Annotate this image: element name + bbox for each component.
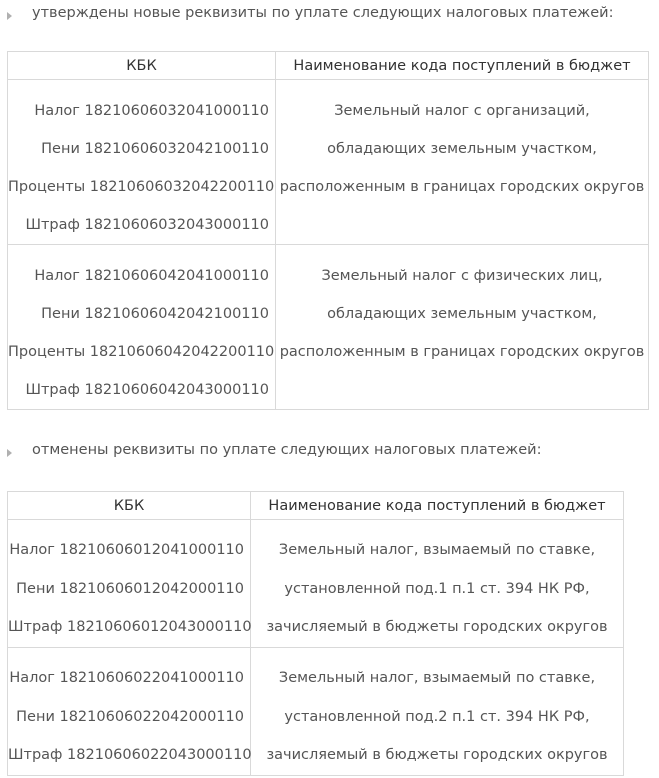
name-line: обладающих земельным участком,	[327, 141, 597, 157]
kbk-code: Проценты 18210606032042200110	[8, 179, 275, 195]
name-line: установленной под.1 п.1 ст. 394 НК РФ,	[284, 580, 590, 597]
kbk-code: Пени 18210606042042100110	[41, 306, 269, 322]
name-line: Земельный налог, взымаемый по ставке,	[278, 670, 596, 686]
name-line: Земельный налог с физических лиц,	[321, 268, 603, 284]
bullet-icon	[7, 12, 12, 20]
column-header-kbk: КБК	[8, 52, 276, 80]
kbk-code: Налог 18210606012041000110	[9, 542, 244, 558]
table-header-row	[8, 492, 624, 520]
name-line: расположенным в границах городских округов	[279, 344, 645, 360]
name-cell	[276, 80, 649, 245]
section1-intro: утверждены новые реквизиты по уплате следующих налоговых платежей:	[32, 5, 614, 21]
kbk-code: Проценты 18210606042042200110	[8, 344, 275, 360]
kbk-cell	[8, 648, 251, 776]
table-header-row	[8, 52, 649, 80]
name-line: Земельный налог с организаций,	[334, 103, 590, 119]
name-line: зачисляемый в бюджеты городских округов	[266, 747, 608, 763]
section2-intro: отменены реквизиты по уплате следующих налоговых платежей:	[32, 442, 542, 458]
name-line: установленной под.2 п.1 ст. 394 НК РФ,	[284, 708, 590, 725]
table-row	[8, 245, 649, 410]
table-row	[8, 520, 624, 648]
kbk-code: Пени 18210606012042000110	[16, 580, 244, 597]
table-row	[8, 80, 649, 245]
kbk-code: Налог 18210606032041000110	[34, 103, 269, 119]
kbk-code: Налог 18210606042041000110	[34, 268, 269, 284]
column-header-name: Наименование кода поступлений в бюджет	[251, 492, 624, 520]
kbk-code: Налог 18210606022041000110	[9, 670, 244, 686]
kbk-cell	[8, 80, 276, 245]
kbk-code: Штраф 18210606042043000110	[25, 382, 269, 398]
kbk-code: Штраф 18210606022043000110	[8, 747, 252, 763]
kbk-code: Штраф 18210606012043000110	[8, 619, 252, 635]
kbk-code: Штраф 18210606032043000110	[25, 217, 269, 233]
kbk-cell	[8, 520, 251, 648]
name-line: расположенным в границах городских округов	[279, 179, 645, 195]
kbk-code: Пени 18210606022042000110	[16, 708, 244, 725]
name-cell	[251, 648, 624, 776]
cancelled-kbk-table	[7, 491, 624, 776]
bullet-icon	[7, 449, 12, 457]
kbk-cell	[8, 245, 276, 410]
name-line: обладающих земельным участком,	[327, 306, 597, 322]
column-header-name: Наименование кода поступлений в бюджет	[276, 52, 649, 80]
column-header-kbk: КБК	[8, 492, 251, 520]
name-cell	[251, 520, 624, 648]
name-line: зачисляемый в бюджеты городских округов	[266, 619, 608, 635]
name-cell	[276, 245, 649, 410]
kbk-code: Пени 18210606032042100110	[41, 141, 269, 157]
table-row	[8, 648, 624, 776]
name-line: Земельный налог, взымаемый по ставке,	[278, 542, 596, 558]
new-kbk-table	[7, 51, 649, 410]
